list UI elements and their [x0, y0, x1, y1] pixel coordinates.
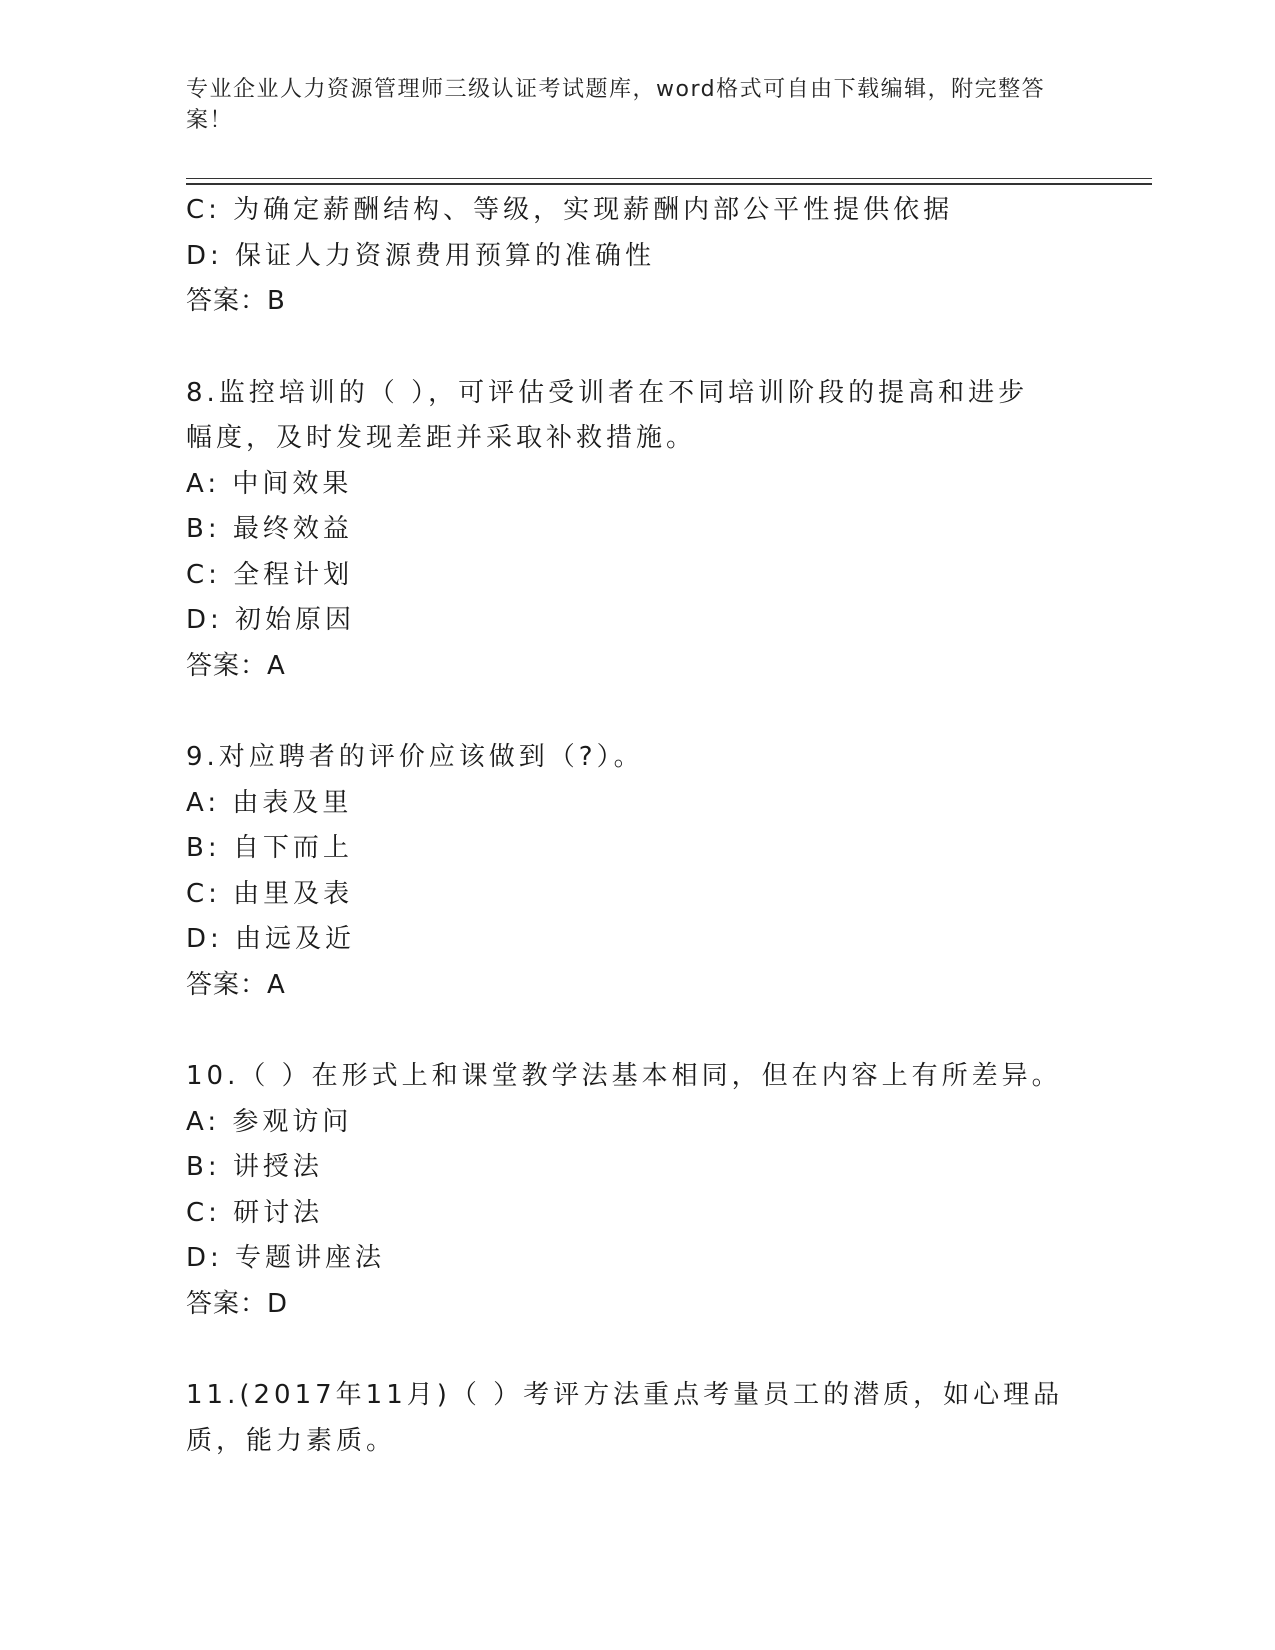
question-7-continuation — [186, 188, 1086, 325]
question-content — [186, 188, 1086, 1464]
answer-line: 答案：B — [186, 286, 286, 316]
option-a: A: 由表及里 — [186, 787, 353, 818]
option-b: B: 自下而上 — [186, 833, 353, 863]
question-stem: 10.（ ）在形式上和课堂教学法基本相同，但在内容上有所差异。 — [186, 1061, 1062, 1091]
option-c: C: 研讨法 — [186, 1197, 324, 1228]
option-d: D: 由远及近 — [186, 924, 356, 954]
page-header: 专业企业人力资源管理师三级认证考试题库，word格式可自由下载编辑，附完整答案！ — [186, 77, 1046, 133]
question-9 — [186, 735, 1086, 1008]
option-c: C: 为确定薪酬结构、等级，实现薪酬内部公平性提供依据 — [186, 195, 954, 225]
question-10 — [186, 1054, 1086, 1327]
header-rule-thin — [186, 178, 1152, 179]
option-c: C: 由里及表 — [186, 878, 354, 909]
answer-line: 答案：A — [186, 650, 286, 681]
option-d: D: 专题讲座法 — [186, 1243, 386, 1273]
question-11 — [186, 1373, 1086, 1464]
answer-line: 答案：A — [186, 969, 286, 1000]
option-a: A: 中间效果 — [186, 468, 353, 499]
question-stem: 质，能力素质。 — [186, 1425, 397, 1456]
option-c: C: 全程计划 — [186, 559, 354, 590]
option-d: D: 初始原因 — [186, 605, 356, 635]
question-stem: 幅度，及时发现差距并采取补救措施。 — [186, 423, 697, 453]
question-stem: 9.对应聘者的评价应该做到（?）。 — [186, 742, 644, 772]
answer-line: 答案：D — [186, 1288, 289, 1319]
option-b: B: 讲授法 — [186, 1152, 323, 1182]
spacer — [186, 1327, 1086, 1373]
option-a: A: 参观访问 — [186, 1106, 353, 1137]
spacer — [186, 325, 1086, 371]
question-8 — [186, 371, 1086, 690]
spacer — [186, 689, 1086, 735]
question-stem: 8.监控培训的（ ），可评估受训者在不同培训阶段的提高和进步 — [186, 377, 1029, 408]
question-stem: 11.(2017年11月)（ ）考评方法重点考量员工的潜质，如心理品 — [186, 1380, 1064, 1410]
header-rule-thick — [186, 183, 1152, 185]
option-d: D: 保证人力资源费用预算的准确性 — [186, 240, 656, 271]
spacer — [186, 1008, 1086, 1054]
option-b: B: 最终效益 — [186, 514, 353, 544]
